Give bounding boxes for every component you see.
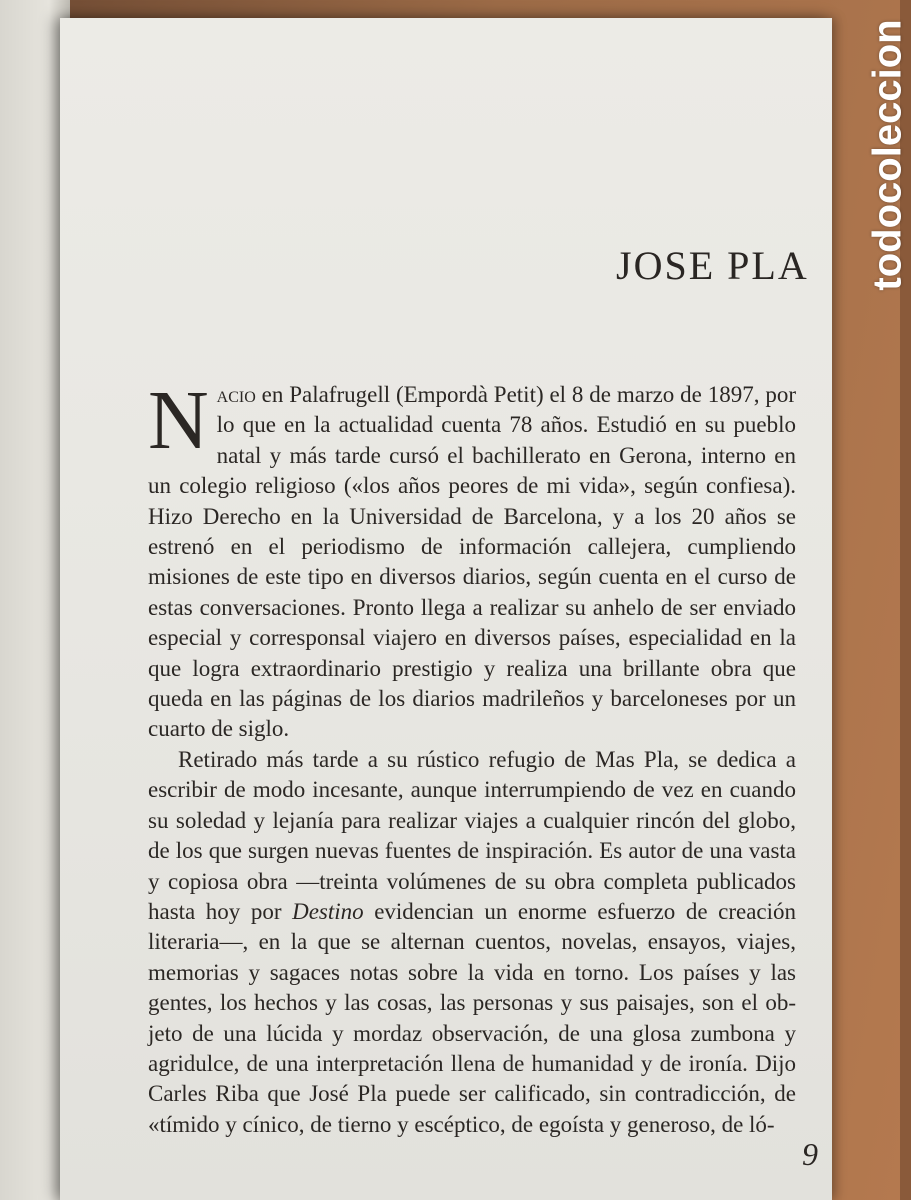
drop-cap: N	[148, 374, 209, 467]
paragraph-2	[148, 745, 796, 1140]
italic-title: Destino	[292, 898, 364, 924]
book-page	[60, 18, 832, 1200]
body-text	[148, 374, 796, 1140]
lead-small-caps: acio	[216, 382, 256, 407]
paragraph-2-text-a: Retirado más tarde a su rústico refugio de Mas Pla, se dedica a escribir de modo incesante, aunque interrumpiendo de vez en cuando su soledad y lejanía para realizar viajes a cualquier rincón del globo, de los que surgen nuevas fuentes de inspiración. Es autor de una vasta y copiosa obra —treinta volúmenes de su obra completa publicados hasta hoy por	[148, 746, 796, 924]
paragraph-1	[148, 374, 796, 745]
watermark-logo: todocoleccion	[865, 19, 910, 291]
paragraph-2-text-b: evidencian un enorme esfuerzo de creación literaria—, en la que se alternan cuentos, novelas, ensayos, viajes, memorias y sagaces notas sobre la vida en torno. Los países y las gentes, los hechos y las cosas, las personas y sus paisajes, son el objeto de una lúcida y mordaz observación, de una glosa zumbona y agridulce, de una interpretación llena de humanidad y de ironía. Dijo Carles Riba que José Pla puede ser calificado, sin contradicción, de «tímido y cínico, de tierno y escéptico, de egoísta y generoso, de ló-	[148, 898, 796, 1137]
paragraph-1-text: en Palafrugell (Empordà Petit) el 8 de marzo de 1897, por lo que en la actualidad cuenta 78 años. Estudió en su pueblo natal y más tarde cursó el bachillerato en Gerona, interno en un colegio religioso («los años peores de mi vida», según confiesa). Hizo Derecho en la Universidad de Barcelona, y a los 20 años se estrenó en el periodismo de información callejera, cumpliendo misiones de este tipo en diversos diarios, según cuenta en el curso de estas conversaciones. Pronto llega a realizar su anhelo de ser enviado especial y corresponsal viajero en diversos países, especialidad en la que logra extraordinario prestigio y realiza una brillante obra que queda en las páginas de los diarios madrileños y barceloneses por un cuarto de siglo.	[148, 382, 796, 742]
chapter-title: JOSE PLA	[616, 243, 809, 288]
page-number: 9	[802, 1136, 818, 1172]
